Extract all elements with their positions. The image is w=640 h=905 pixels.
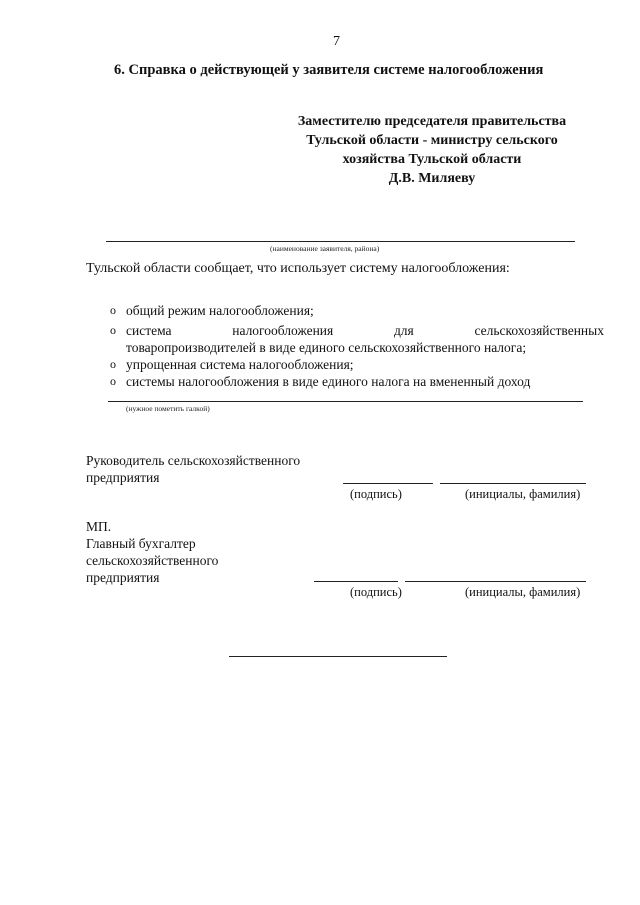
option-imputed-label: системы налогообложения в виде единого налога на вмененный доход bbox=[126, 374, 531, 389]
accountant-initials-line bbox=[405, 581, 586, 582]
option-agri-word-4: сельскохозяйственных bbox=[474, 323, 604, 338]
accountant-title-line-2: сельскохозяйственного bbox=[86, 553, 219, 568]
head-signature-caption: (подпись) bbox=[350, 487, 402, 501]
addressee-line-1: Заместителю председателя правительства bbox=[297, 114, 567, 129]
bottom-divider bbox=[229, 656, 447, 657]
stamp-label: МП. bbox=[86, 519, 112, 534]
option-agri-tax-line-2: товаропроизводителей в виде единого сельскохозяйственного налога; bbox=[126, 340, 527, 355]
document-title: 6. Справка о действующей у заявителя системе налогообложения bbox=[114, 62, 544, 78]
bullet-icon: o bbox=[110, 374, 116, 388]
option-general-label: общий режим налогообложения; bbox=[126, 303, 314, 318]
head-signature-line bbox=[343, 483, 433, 484]
option-agri-word-1: система bbox=[126, 323, 172, 338]
applicant-caption: (наименование заявителя, района) bbox=[270, 244, 380, 253]
addressee-line-2: Тульской области - министру сельского bbox=[306, 133, 558, 148]
applicant-line bbox=[106, 241, 575, 242]
accountant-title-line-1: Главный бухгалтер bbox=[86, 536, 196, 551]
option-agri-word-2: налогообложения bbox=[232, 323, 334, 338]
accountant-signature-caption: (подпись) bbox=[350, 585, 402, 599]
addressee-block bbox=[282, 112, 582, 188]
bullet-icon: o bbox=[110, 303, 116, 317]
accountant-signature-line bbox=[314, 581, 398, 582]
statement-text: Тульской области сообщает, что использует систему налогообложения: bbox=[86, 261, 510, 276]
head-title-line-1: Руководитель сельскохозяйственного bbox=[86, 453, 301, 468]
page-number: 7 bbox=[333, 34, 340, 49]
addressee-line-3: хозяйства Тульской области bbox=[342, 152, 522, 167]
accountant-initials-caption: (инициалы, фамилия) bbox=[465, 585, 581, 599]
bullet-icon: o bbox=[110, 323, 116, 337]
accountant-title-line-3: предприятия bbox=[86, 570, 160, 585]
option-agri-word-3: для bbox=[393, 323, 414, 338]
mark-line bbox=[108, 401, 583, 402]
head-title-line-2: предприятия bbox=[86, 470, 160, 485]
mark-caption: (нужное пометить галкой) bbox=[126, 404, 210, 413]
head-initials-line bbox=[440, 483, 586, 484]
head-initials-caption: (инициалы, фамилия) bbox=[465, 487, 581, 501]
option-simplified-label: упрощенная система налогообложения; bbox=[126, 357, 354, 372]
bullet-icon: o bbox=[110, 357, 116, 371]
option-agri-tax-line-1 bbox=[126, 322, 604, 339]
addressee-name: Д.В. Миляеву bbox=[388, 171, 476, 186]
